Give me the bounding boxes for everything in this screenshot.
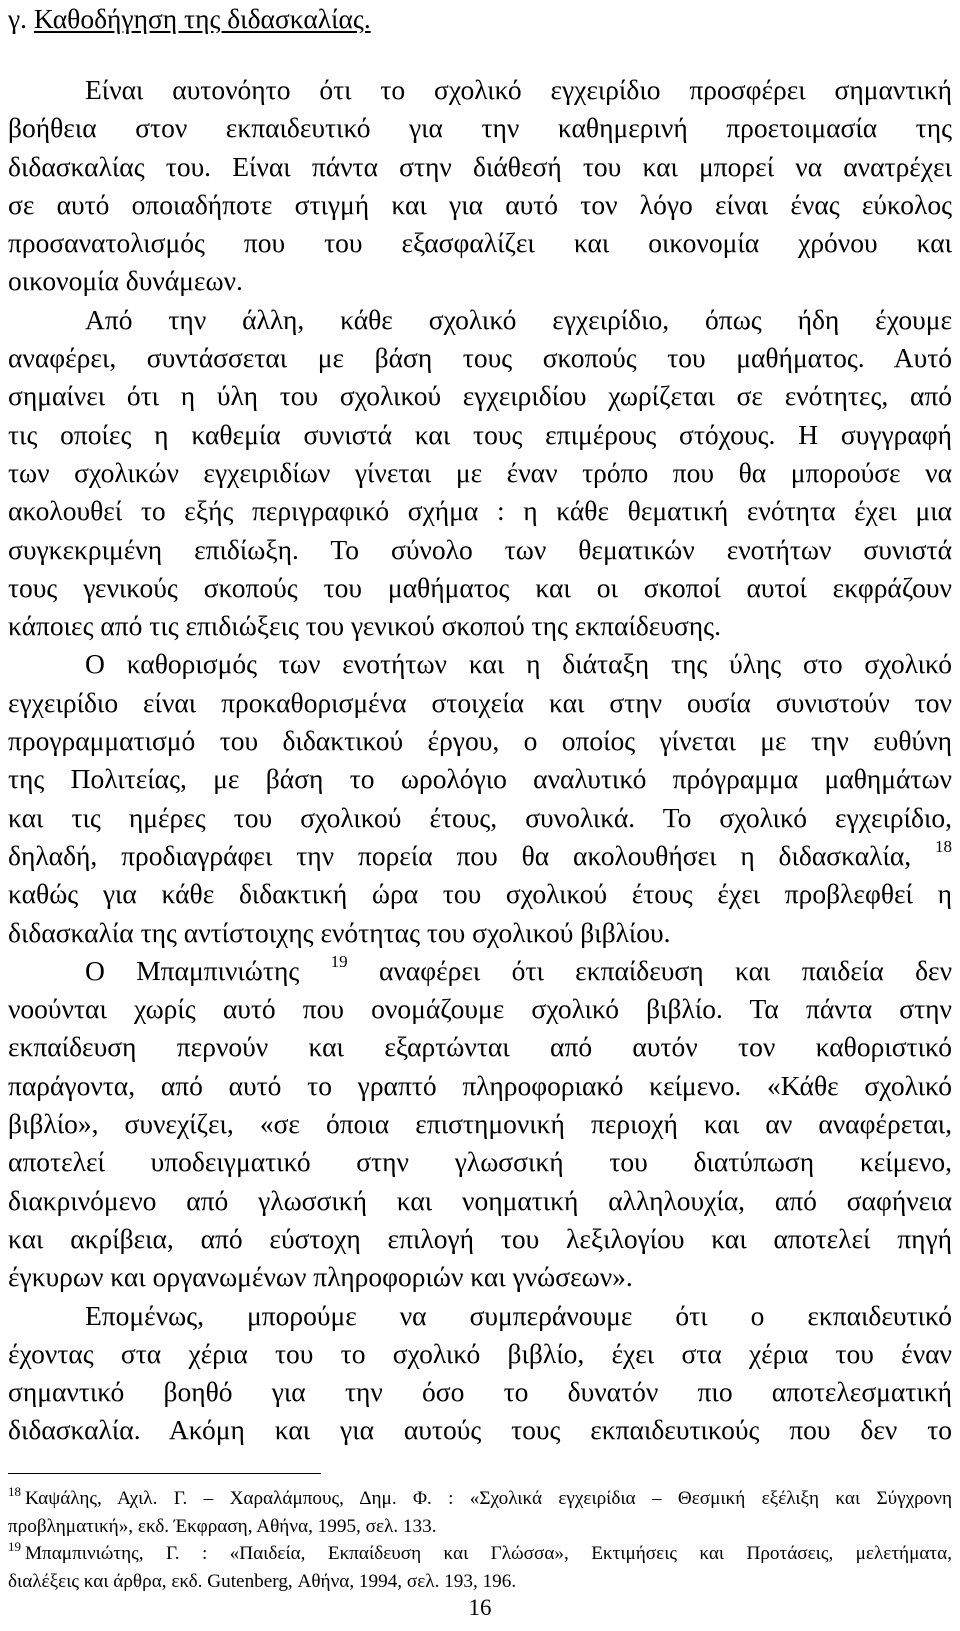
text-line-content: των σχολικών εγχειριδίων γίνεται με έναν τρόπο που θα μπορούσε να	[8, 456, 952, 488]
section-title: Καθοδήγηση της διδασκαλίας.	[33, 3, 371, 34]
text-line	[8, 416, 952, 454]
text-line-content: Ο καθορισμός των ενοτήτων και η διάταξη της ύλης στο σχολικό	[85, 648, 952, 680]
text-line	[8, 1411, 952, 1449]
page-number: 16	[468, 1595, 492, 1620]
text-line	[8, 1028, 952, 1066]
text-line-content: Επομένως, μπορούμε να συμπεράνουμε ότι ο εκπαιδευτικό	[85, 1299, 952, 1331]
text-line-continuation: αναφέρει ότι εκπαίδευση και παιδεία δεν	[378, 954, 953, 986]
text-line	[8, 990, 952, 1028]
footnote-text: προβληματική», εκδ. Έκφραση, Αθήνα, 1995, σελ. 133.	[8, 1515, 437, 1537]
text-line	[8, 224, 952, 262]
text-line-content: βοήθεια στον εκπαιδευτικό για την καθημερινή προετοιμασία της	[8, 112, 952, 144]
text-line	[8, 71, 952, 109]
text-line	[8, 1335, 952, 1373]
text-line	[8, 1373, 952, 1411]
text-line	[8, 1105, 952, 1143]
text-line	[8, 1258, 952, 1296]
text-line-content: νοούνται χωρίς αυτό που ονομάζουμε σχολικό βιβλίο. Τα πάντα στην	[8, 993, 952, 1025]
footnote-separator	[8, 1473, 321, 1474]
section-heading	[8, 2, 371, 36]
text-line-content: τις οποίες η καθεμία συνιστά και τους επιμέρους στόχους. Η συγγραφή	[8, 418, 952, 450]
text-line-content: εγχειρίδιο είναι προκαθορισμένα στοιχεία και στην ουσία συνιστούν τον	[8, 686, 952, 718]
text-line-content: προγραμματισμό του διδακτικού έργου, ο οποίος γίνεται με την ευθύνη	[8, 725, 952, 757]
text-line-content: σημαίνει ότι η ύλη του σχολικού εγχειριδίου χωρίζεται σε ενότητες, από	[8, 380, 952, 412]
text-line-content: διδασκαλίας του. Είναι πάντα στην διάθεσή του και μπορεί να ανατρέχει	[8, 150, 952, 182]
text-line-content: Από την άλλη, κάθε σχολικό εγχειρίδιο, όπως ήδη έχουμε	[85, 303, 952, 335]
text-line	[8, 339, 952, 377]
footnote-number: 18	[8, 1484, 21, 1499]
text-line	[8, 1067, 952, 1105]
text-line-content: οικονομία δυνάμεων.	[8, 265, 243, 297]
footnote-reference: 18	[935, 836, 953, 856]
text-line-content: και ακρίβεια, από εύστοχη επιλογή του λεξιλογίου και αποτελεί πηγή	[8, 1222, 952, 1254]
text-line-content: εκπαίδευση περνούν και εξαρτώνται από αυτόν τον καθοριστικό	[8, 1031, 952, 1063]
text-line-content: διακρινόμενο από γλωσσική και νοηματική αλληλουχία, από σαφήνεια	[8, 1184, 952, 1216]
text-line-content: παράγοντα, από αυτό το γραπτό πληροφοριακό κείμενο. «Κάθε σχολικό	[8, 1069, 952, 1101]
text-line	[8, 1297, 952, 1335]
text-line	[8, 377, 952, 415]
footnote-line	[8, 1540, 952, 1568]
footnote-line	[8, 1485, 952, 1513]
text-line-content: καθώς για κάθε διδακτική ώρα του σχολικού έτους έχει προβλεφθεί η	[8, 878, 952, 910]
text-line-content: προσανατολισμός που του εξασφαλίζει και οικονομία χρόνου και	[8, 227, 952, 259]
text-line-content: διδασκαλία της αντίστοιχης ενότητας του σχολικού βιβλίου.	[8, 916, 671, 948]
text-line	[8, 186, 952, 224]
text-line-content: Είναι αυτονόητο ότι το σχολικό εγχειρίδιο προσφέρει σημαντική	[85, 74, 952, 105]
text-line	[8, 301, 952, 339]
text-line-content: βιβλίο», συνεχίζει, «σε όποια επιστημονική περιοχή και αν αναφέρεται,	[8, 1108, 952, 1140]
text-line-content: αναφέρει, συντάσσεται με βάση τους σκοπούς του μαθήματος. Αυτό	[8, 342, 952, 374]
text-line-content: κάποιες από τις επιδιώξεις του γενικού σκοπού της εκπαίδευσης.	[8, 610, 721, 642]
text-line	[8, 492, 952, 530]
footnote-text: Μπαμπινιώτης, Γ. : «Παιδεία, Εκπαίδευση και Γλώσσα», Εκτιμήσεις και Προτάσεις, μελετήματα,	[25, 1543, 952, 1564]
text-line-content: σε αυτό οποιαδήποτε στιγμή και για αυτό τον λόγο είναι ένας εύκολος	[8, 188, 952, 220]
text-line	[8, 1220, 952, 1258]
text-line	[8, 454, 952, 492]
footnote-line	[8, 1568, 952, 1596]
text-line	[8, 645, 952, 683]
text-line-content: έχοντας στα χέρια του το σχολικό βιβλίο, έχει στα χέρια του έναν	[8, 1337, 952, 1369]
text-line-content: τους γενικούς σκοπούς του μαθήματος και οι σκοποί αυτοί εκφράζουν	[8, 571, 952, 603]
text-line	[8, 875, 952, 913]
text-line	[8, 109, 952, 147]
footnote-reference: 19	[330, 951, 348, 971]
text-line	[8, 607, 952, 645]
section-marker: γ.	[8, 3, 28, 34]
text-line-content: διδασκαλία. Ακόμη και για αυτούς τους εκπαιδευτικούς που δεν το	[8, 1414, 952, 1446]
body-text	[8, 71, 952, 1450]
footnote-number: 19	[8, 1539, 21, 1554]
text-line-content: δηλαδή, προδιαγράφει την πορεία που θα ακολουθήσει η διδασκαλία,	[8, 839, 912, 871]
footnote-text: διαλέξεις και άρθρα, εκδ. Gutenberg, Αθήνα, 1994, σελ. 193, 196.	[8, 1570, 517, 1592]
text-line-content: ακολουθεί το εξής περιγραφικό σχήμα : η κάθε θεματική ενότητα έχει μια	[8, 495, 952, 527]
text-line-content: και τις ημέρες του σχολικού έτους, συνολικά. Το σχολικό εγχειρίδιο,	[8, 801, 952, 833]
text-line-content: σημαντικό βοηθό για την όσο το δυνατόν πιο αποτελεσματική	[8, 1376, 952, 1408]
text-line	[8, 914, 952, 952]
text-line	[8, 722, 952, 760]
text-line	[8, 148, 952, 186]
text-line	[8, 837, 952, 875]
text-line-content: αποτελεί υποδειγματικό στην γλωσσική του διατύπωση κείμενο,	[8, 1146, 952, 1178]
text-line	[8, 262, 952, 300]
text-line	[8, 760, 952, 798]
text-line	[8, 684, 952, 722]
footnote-text: Καψάλης, Αχιλ. Γ. – Χαραλάμπους, Δημ. Φ. : «Σχολικά εγχειρίδια – Θεσμική εξέλιξη και Σύγχρονη	[25, 1488, 952, 1509]
footnote-line	[8, 1513, 952, 1541]
text-line	[8, 1143, 952, 1181]
text-line	[8, 531, 952, 569]
text-line-content: Ο Μπαμπινιώτης	[85, 954, 300, 986]
text-line	[8, 799, 952, 837]
text-line	[8, 569, 952, 607]
text-line	[8, 952, 952, 990]
text-line-content: συγκεκριμένη επιδίωξη. Το σύνολο των θεματικών ενοτήτων συνιστά	[8, 533, 952, 565]
text-line	[8, 1182, 952, 1220]
text-line-content: έγκυρων και οργανωμένων πληροφοριών και γνώσεων».	[8, 1261, 633, 1293]
text-line-content: της Πολιτείας, με βάση το ωρολόγιο αναλυτικό πρόγραμμα μαθημάτων	[8, 763, 952, 795]
footnotes	[8, 1485, 952, 1595]
